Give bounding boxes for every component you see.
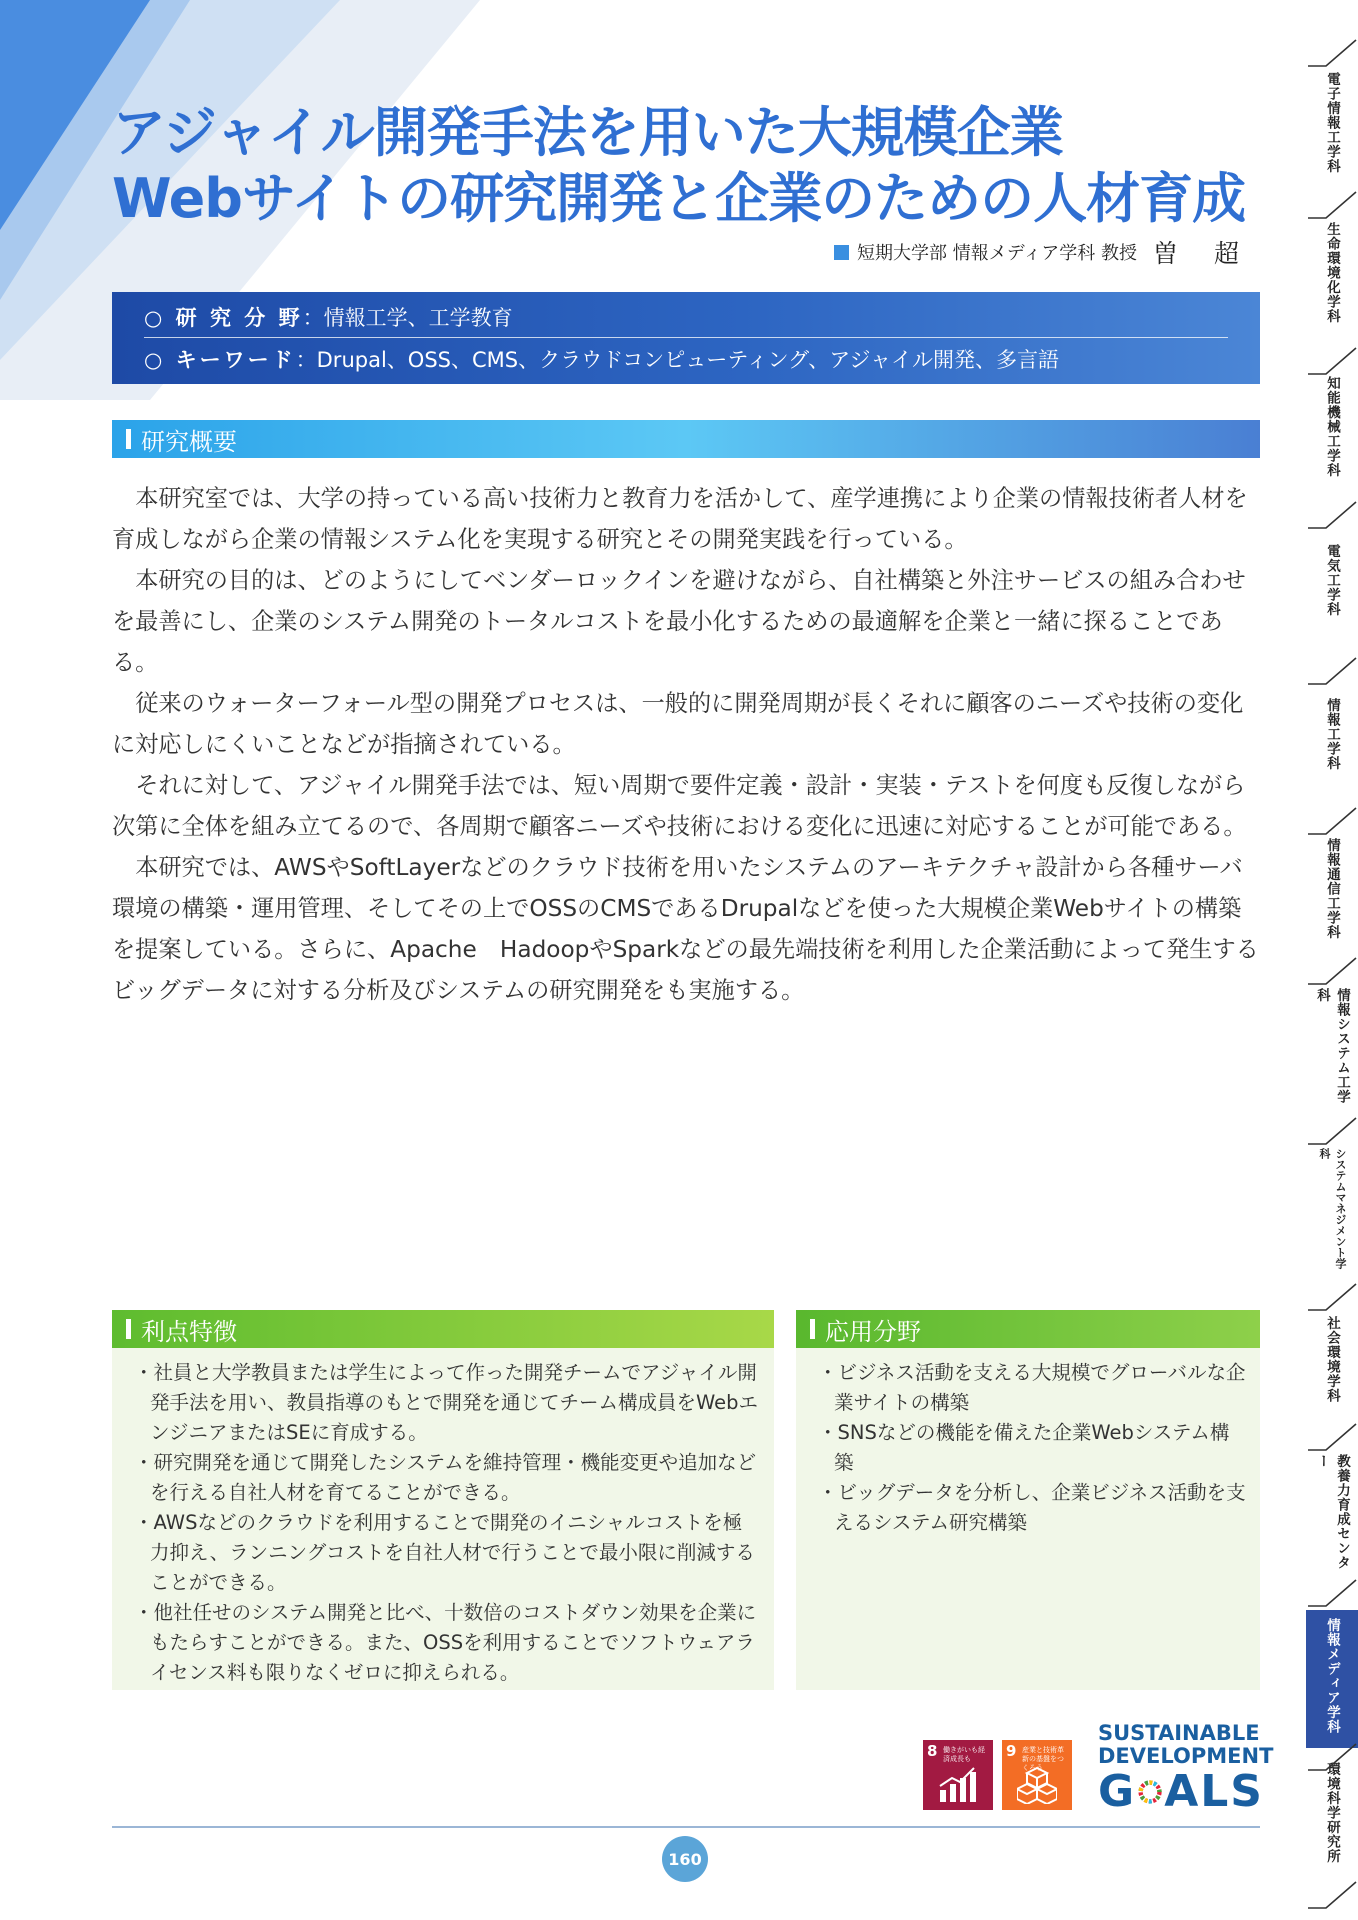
author-affiliation: 短期大学部 情報メディア学科 教授 — [857, 243, 1138, 264]
title-line-1: アジャイル開発手法を用いた大規模企業 — [112, 101, 1063, 164]
tab-denki[interactable] — [1306, 544, 1358, 634]
keywords-label: ○ キーワード — [144, 348, 296, 372]
sdgs-logo-g: G — [1098, 1766, 1137, 1817]
overview-paragraph: それに対して、アジャイル開発手法では、短い周期で要件定義・設計・実装・テストを何度も反復しながら次第に全体を組み立てるので、各周期で顧客ニーズや技術における変化に迅速に対応することが可能である。 — [112, 772, 1247, 840]
advantages-heading-bar — [112, 1310, 774, 1348]
advantages-heading: 利点特徴 — [141, 1317, 237, 1346]
heading-marker-icon — [126, 429, 131, 449]
tab-separator — [1306, 346, 1358, 376]
footer-line — [112, 1826, 1260, 1828]
list-item: ・ ビジネス活動を支える大規模でグローバルな企業サイトの構築 — [818, 1358, 1246, 1418]
overview-paragraph: 本研究の目的は、どのようにしてベンダーロックインを避けながら、自社構築と外注サービスの組み合わせを最善にし、企業のシステム開発のトータルコストを最小化するための最適解を企業と一緒に探ることである。 — [112, 567, 1246, 676]
author-line — [834, 234, 1253, 270]
overview-paragraph: 本研究では、AWSやSoftLayerなどのクラウド技術を用いたシステムのアーキテクチャ設計から各種サーバ環境の構築・運用管理、そしてその上でOSSのCMSであるDrupalなどを使った大規模企業Webサイトの構築を提案している。さらに、Apache HadoopやSparkなどの最先端技術を利用した企業活動によって発生するビッグデータに対する分析及びシステムの研究開発をも実施する。 — [112, 854, 1259, 1004]
sdgs-logo — [1098, 1721, 1274, 1817]
tab-label: 社会環境学科 — [1324, 1316, 1340, 1403]
title-line-2: Webサイトの研究開発と企業のための人材育成 — [112, 167, 1246, 230]
tab-joho-tsushin[interactable] — [1306, 838, 1358, 948]
tab-shakai-kankyo[interactable] — [1306, 1316, 1358, 1416]
list-item: ・ 他社任せのシステム開発と比べ、十数倍のコストダウン効果を企業にもたらすことができる。また、OSSを利用することでソフトウェアライセンス料も限りなくゼロに抑えられる。 — [134, 1598, 760, 1688]
sdgs-logo-als: ALS — [1164, 1766, 1264, 1817]
tab-separator — [1306, 656, 1358, 686]
tab-label: 情報工学科 — [1324, 698, 1340, 771]
advantages-panel — [112, 1348, 774, 1690]
overview-paragraph: 従来のウォーターフォール型の開発プロセスは、一般的に開発周期が長くそれに顧客のニーズや技術の変化に対応しにくいことなどが指摘されている。 — [112, 690, 1244, 758]
tab-label: 電気工学科 — [1324, 544, 1340, 617]
applications-list — [796, 1348, 1260, 1538]
tab-separator — [1306, 1116, 1358, 1146]
tab-chino-kikai[interactable] — [1306, 376, 1358, 496]
tab-label: 情報メディア学科 — [1324, 1618, 1340, 1734]
tab-label: 生命環境化学科 — [1324, 222, 1340, 324]
heading-marker-icon — [126, 1319, 131, 1339]
sdgs-logo-line2: DEVELOPMENT — [1098, 1744, 1274, 1768]
tab-separator — [1306, 1742, 1358, 1772]
sdg-number: 9 — [1006, 1742, 1017, 1760]
field-divider — [144, 337, 1228, 338]
tab-system-management[interactable] — [1306, 1148, 1358, 1278]
tab-label: 情報システム工学科 — [1314, 988, 1350, 1104]
department-tabs — [1306, 50, 1358, 1920]
tab-separator — [1306, 1422, 1358, 1452]
list-item: ・ 研究開発を通じて開発したシステムを維持管理・機能変更や追加などを行える自社人材を育てることができる。 — [134, 1448, 760, 1508]
overview-heading: 研究概要 — [141, 427, 237, 456]
author-name: 曽 超 — [1153, 239, 1253, 268]
applications-heading-bar — [796, 1310, 1260, 1348]
sdg-8-tile — [923, 1740, 993, 1810]
tab-kankyo-kagaku[interactable] — [1306, 1762, 1358, 1872]
tab-separator — [1306, 1282, 1358, 1312]
keywords-row — [144, 344, 1059, 374]
list-item: ・ AWSなどのクラウドを利用することで開発のイニシャルコストを極力抑え、ランニングコストを自社人材で行うことで最小限に削減することができる。 — [134, 1508, 760, 1598]
research-field-row — [144, 302, 513, 332]
cubes-icon — [1017, 1766, 1057, 1804]
growth-chart-icon — [938, 1766, 978, 1804]
tab-label: 知能機械工学科 — [1324, 376, 1340, 478]
page-number: 160 — [662, 1836, 708, 1882]
tab-label: 教養力育成センター — [1314, 1454, 1350, 1570]
tab-separator — [1306, 1578, 1358, 1608]
tab-seimei-kankyo[interactable] — [1306, 222, 1358, 342]
sdg-wheel-icon — [1137, 1774, 1163, 1810]
tab-joho[interactable] — [1306, 698, 1358, 788]
overview-heading-bar — [112, 420, 1260, 458]
advantages-list — [112, 1348, 774, 1688]
tab-joho-system[interactable] — [1306, 988, 1358, 1118]
applications-heading: 応用分野 — [825, 1317, 921, 1346]
sdg-text: 産業と技術革新の基盤をつくろう — [1022, 1746, 1064, 1772]
tab-separator — [1306, 500, 1358, 530]
tab-separator — [1306, 1880, 1358, 1910]
page-title — [112, 100, 1272, 232]
research-field-label: ○ 研 究 分 野 — [144, 306, 303, 330]
tab-kyoyoryoku[interactable] — [1306, 1454, 1358, 1584]
sdg-9-tile — [1002, 1740, 1072, 1810]
list-item: ・ SNSなどの機能を備えた企業Webシステム構築 — [818, 1418, 1246, 1478]
list-item: ・ 社員と大学教員または学生によって作った開発チームでアジャイル開発手法を用い、教員指導のもとで開発を通じてチーム構成員をWebエンジニアまたはSEに育成する。 — [134, 1358, 760, 1448]
research-field-value: ：情報工学、工学教育 — [302, 306, 513, 330]
square-bullet-icon — [834, 245, 849, 260]
tab-label: 情報通信工学科 — [1324, 838, 1340, 940]
applications-panel — [796, 1348, 1260, 1690]
heading-marker-icon — [810, 1319, 815, 1339]
tab-label: 電子情報工学科 — [1324, 72, 1340, 174]
keywords-value: ：Drupal、OSS、CMS、クラウドコンピューティング、アジャイル開発、多言語 — [295, 348, 1060, 372]
tab-separator — [1306, 190, 1358, 220]
research-field-box — [112, 292, 1260, 384]
tab-denshi-joho[interactable] — [1306, 72, 1358, 192]
overview-paragraph: 本研究室では、大学の持っている高い技術力と教育力を活かして、産学連携により企業の情報技術者人材を育成しながら企業の情報システム化を実現する研究とその開発実践を行っている。 — [112, 485, 1248, 553]
sdgs-logo-line1: SUSTAINABLE — [1098, 1721, 1260, 1745]
tab-separator — [1306, 806, 1358, 836]
tab-label: システムマネジメント学科 — [1318, 1148, 1347, 1269]
sdg-number: 8 — [927, 1742, 938, 1760]
tab-label: 環境科学研究所 — [1324, 1762, 1340, 1864]
overview-body — [112, 478, 1262, 1011]
tab-separator — [1306, 38, 1358, 68]
sdg-text: 働きがいも経済成長も — [943, 1746, 985, 1763]
sdgs-logo-goals — [1098, 1768, 1264, 1816]
tab-separator — [1306, 956, 1358, 986]
list-item: ・ ビッグデータを分析し、企業ビジネス活動を支えるシステム研究構築 — [818, 1478, 1246, 1538]
tab-joho-media-active[interactable] — [1306, 1610, 1358, 1748]
